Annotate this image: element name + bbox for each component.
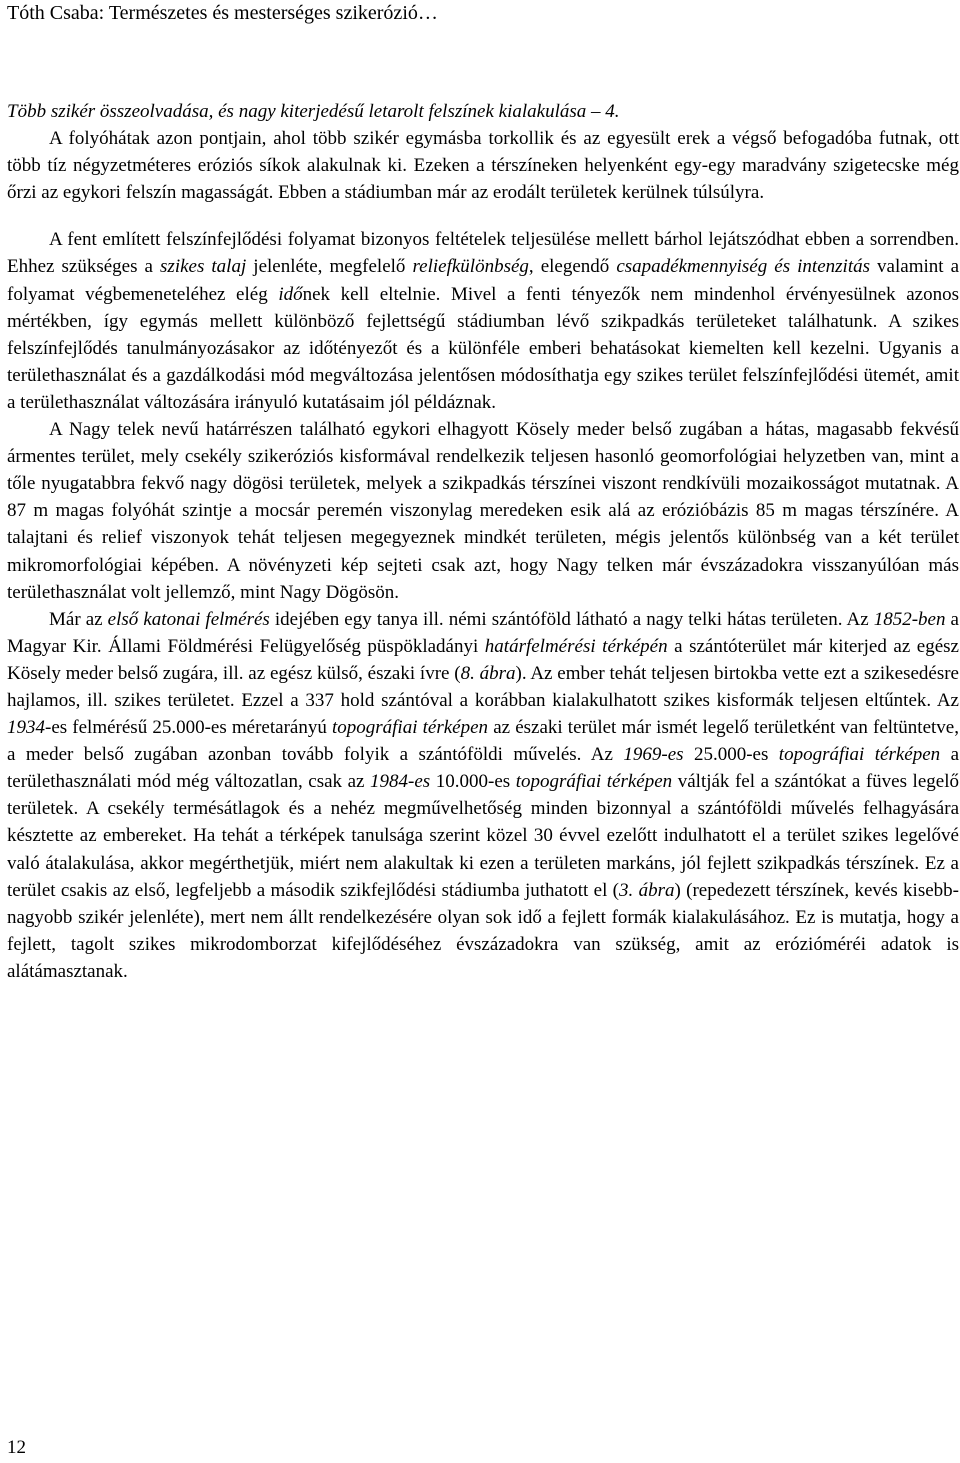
p4-italic-4: 8. ábra: [460, 662, 516, 684]
paragraph-3: A Nagy telek nevű határrészen található egykori elhagyott Kösely meder belső zugában a hátas, magasabb fekvésű ármentes terület, mely csekély szikeróziós kisformával rendelkezik teljesen hasonló geomorfológiai helyzetben van, mint a tőle nyugatabbra fekvő nagy dögösi területek, melyek a szikpadkás térszínei viszont rendkívüli mozaikosságot mutatnak. A 87 m magas folyóhát szintje a mocsár peremén viszonylag meredeken esik alá az erózióbázis 85 m magas térszínére. A talajtani és relief viszonyok tehát teljesen megegyeznek mindkét területen, mégis jelentős különbség van a két terület mikromorfológiai képében. A növényzeti kép sejteti csak azt, hogy Nagy telken már évszázadokra visszanyúlóan más területhasználat volt jellemző, mint Nagy Dögösön.: [7, 419, 959, 603]
page-number: 12: [7, 1437, 26, 1458]
p4-italic-10: topográfiai térképen: [515, 771, 673, 793]
p4-text-4: a szántóterület már kiterjed az egész Kösely meder belső zugára, ill. az egész külső, északi ívre (: [7, 635, 959, 684]
p4-text-3: a Magyar Kir. Állami Földmérési Felügyelőség püspökladányi: [7, 608, 959, 657]
document-body: [7, 98, 959, 985]
p4-text-5: ). Az ember tehát teljesen birtokba vette ezt a szikesedésre hajlamos, ill. szikes területet. Ezzel a 337 hold szántóval a korábban kialakulhatott szikes kisformák teljesen eltűntek. Az: [7, 662, 959, 711]
p4-italic-1: első katonai felmérés: [107, 608, 270, 630]
p2-text-4: valamint a folyamat végbemeneteléhez elég: [7, 256, 960, 305]
p4-italic-8: topográfiai térképen: [778, 744, 941, 766]
p4-italic-11: 3. ábra: [619, 879, 675, 901]
p4-text-8: 25.000-es: [683, 744, 779, 766]
p2-italic-2: reliefkülönbség: [412, 256, 529, 278]
p2-text-3: , elegendő: [528, 256, 617, 278]
paragraph-4: [7, 606, 959, 985]
p2-italic-1: szikes talaj: [160, 256, 247, 278]
p4-italic-5: 1934: [7, 717, 45, 739]
paragraph-2: [7, 226, 959, 416]
p2-text-1: A fent említett felszínfejlődési folyamat bizonyos feltételek teljesülése mellett bárhol lejátszódhat ebben a sorrendben. Ehhez szükséges a: [7, 229, 959, 278]
p4-text-12: ) (repedezett térszínek, kevés kisebb-nagyobb szikér jelenléte), mert nem állt rendelkezésére olyan sok idő a fejlett formák kialakulásához. Ez is mutatja, hogy a fejlett, tagolt szikes mikrodomborzat kifejlődéséhez évszázadokra van szükség, amit az erózióméréi adatok is alátámasztanak.: [7, 879, 959, 982]
p4-italic-6: topográfiai térképen: [331, 717, 489, 739]
p4-text-6: -es felmérésű 25.000-es méretarányú: [45, 717, 332, 739]
section-title-text: Több szikér összeolvadása, és nagy kiterjedésű letarolt felszínek kialakulása – 4.: [7, 101, 620, 122]
p2-italic-3: csapadékmennyiség és intenzitás: [616, 256, 870, 278]
p4-text-11: váltják fel a szántókat a füves legelő területek. A csekély termésátlagok és a nehéz megművelhetőség minden bizonnyal a szántóföldi művelés felhagyására késztette az embereket. Ha tehát a térképek tanulsága szerint közel 30 évvel ezelőtt indulhatott el a terület szikes legelővé való átalakulása, akkor megérthetjük, miért nem alakultak ki ezen a területen markáns, jól fejlett szikpadkás térszínek. Ez a terület csakis az első, legfeljebb a második szikfejlődési stádiumba juthatott el (: [7, 771, 959, 901]
p4-italic-2: 1852-ben: [873, 608, 946, 630]
p4-text-1: Már az: [49, 608, 108, 630]
p2-text-5: nek kell eltelnie. Mivel a fenti tényezők nem mindenhol érvényesülnek azonos mértékben, így egymás mellett különböző fejlettségű stádiumban lévő szikpadkás területeket találhatunk. A szikes felszínfejlődés tanulmányozásakor az időtényezőt és a különféle emberi behatásokat kiemelten kell kezelni. Ugyanis a területhasználat és a gazdálkodási mód megváltozása jelentősen módosíthatja egy szikes terület felszínfejlődési ütemét, amit a területhasználat változására irányuló kutatásaim jól példáznak.: [7, 283, 959, 413]
p2-text-2: jelenléte, megfelelő: [246, 256, 413, 278]
p4-italic-7: 1969-es: [623, 744, 684, 766]
p4-text-7: az északi terület már ismét legelő területként van feltüntetve, a meder belső zugában azonban tovább folyik a szántóföldi művelés. Az: [7, 717, 959, 766]
p4-italic-3: határfelmérési térképén: [484, 635, 668, 657]
paragraph-1: A folyóhátak azon pontjain, ahol több szikér egymásba torkollik és az egyesült erek a végső befogadóba futnak, ott több tíz négyzetméteres eróziós síkok alakulnak ki. Ezeken a térszíneken helyenként egy-egy maradvány szigetecske még őrzi az egykori felszín magasságát. Ebben a stádiumban már az erodált területek kerülnek túlsúlyra.: [7, 128, 959, 204]
p4-text-9: a területhasználati mód még változatlan, csak az: [7, 744, 959, 793]
section-heading: [7, 98, 959, 125]
running-header: Tóth Csaba: Természetes és mesterséges szikerózió…: [7, 2, 438, 24]
p4-text-10: 10.000-es: [430, 771, 516, 793]
p4-italic-9: 1984-es: [370, 771, 431, 793]
p4-text-2: idejében egy tanya ill. némi szántóföld látható a nagy telki hátas területen. Az: [269, 608, 874, 630]
p2-italic-4: idő: [278, 283, 303, 305]
